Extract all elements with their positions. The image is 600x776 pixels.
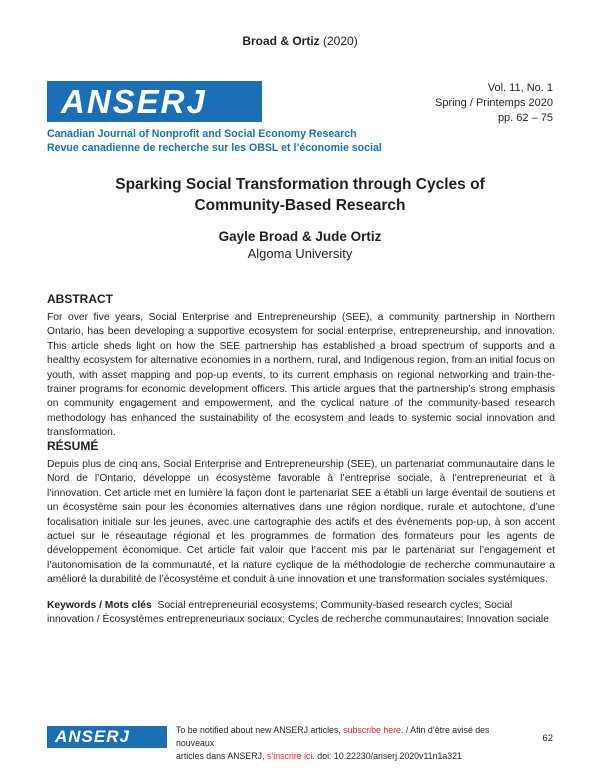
volume-info xyxy=(435,81,553,126)
keywords-text: Social entrepreneurial ecosystems; Community-based research cycles; Social innovation / Écosystèmes entrepreneuriaux sociaux; Cycles de recherche communautaires; Innovation sociale xyxy=(47,600,549,626)
article-affiliation: Algoma University xyxy=(247,246,353,261)
subscribe-link[interactable]: subscribe here xyxy=(343,725,401,735)
journal-name-fr: Revue canadienne de recherche sur les OBSL et l’économie social xyxy=(47,142,382,154)
running-head xyxy=(0,34,600,48)
article-title-line1: Sparking Social Transformation through Cycles of xyxy=(115,176,485,193)
footer-notify-en: To be notified about new ANSERJ articles, xyxy=(176,725,341,735)
inscrire-link[interactable]: s’inscrire ici xyxy=(266,751,313,761)
article-title-line2: Community-Based Research xyxy=(194,197,406,214)
page-number: 62 xyxy=(542,733,553,744)
footer-sep: . / Afin d’être avisé des nouveaux xyxy=(176,725,490,748)
anserj-logo: ANSERJ xyxy=(47,81,262,122)
issue-season: Spring / Printemps 2020 xyxy=(434,97,553,109)
volume-number: Vol. 11, No. 1 xyxy=(487,82,553,94)
keywords-label: Keywords / Mots clés xyxy=(47,600,152,611)
abstract-text: For over five years, Social Enterprise and Entrepreneurship (SEE), a community partnership in Northern Ontario, has been developing a supportive ecosystem for social enterprise, entrepreneurship, and innovation. This article sheds light on how the SEE partnership has established a broad spectrum of supports and a healthy ecosystem for alternative economies in a northern, rural, and Indigenous region, from an initial focus on youth, with asset mapping and pop-up events, to its current emphasis on regional networking and train-the-trainer programs for economic development officers. This article argues that the partnership’s strong emphasis on community engagement and empowerment, and the cyclical nature of the community-based research methodology has enhanced the sustainability of the ecosystem and leads to systemic social innovation and transformation. xyxy=(47,312,555,439)
page-range: pp. 62 – 75 xyxy=(497,112,553,124)
resume-text: Depuis plus de cinq ans, Social Enterprise and Entrepreneurship (SEE), un partenariat communautaire dans le Nord de l’Ontario, développe un écosystème favorable à l’entreprise sociale, à l’entrepreneuriat et à l’innovation. Cet article met en lumière la façon dont le partenariat SEE a établi un large éventail de soutiens et un écosystème sain pour les économies alternatives dans une région nordique, rurale et autochtone, d’une focalisation initiale sur les jeunes, avec une cartographie des actifs et des événements pop-up, à son accent actuel sur le réseautage régional et les programmes de formation des formateurs pour les agents de développement économique. Cet article fait valoir que l’accent mis par le partenariat sur l’engagement et l’autonomisation de la communauté, et la nature cyclique de la méthodologie de recherche communautaire a amélioré la durabilité de l’écosystème et conduit à une innovation et une transformation sociales systémiques. xyxy=(47,459,555,586)
journal-name-en: Canadian Journal of Nonprofit and Social Economy Research xyxy=(47,128,357,140)
running-head-authors: Broad & Ortiz xyxy=(242,34,320,48)
running-head-year: (2020) xyxy=(323,34,358,48)
keywords xyxy=(47,599,562,628)
article-title xyxy=(0,174,600,216)
footer-notice xyxy=(176,724,521,763)
footer-notify-fr: articles dans ANSERJ, xyxy=(176,751,265,761)
article-authors: Gayle Broad & Jude Ortiz xyxy=(218,229,382,244)
footer-doi: . doi: 10.22230/anserj.2020v11n1a321 xyxy=(312,751,462,761)
footer-anserj-logo: ANSERJ xyxy=(47,726,167,748)
abstract-heading: ABSTRACT xyxy=(47,292,113,306)
resume-heading: RÉSUMÉ xyxy=(47,439,99,453)
